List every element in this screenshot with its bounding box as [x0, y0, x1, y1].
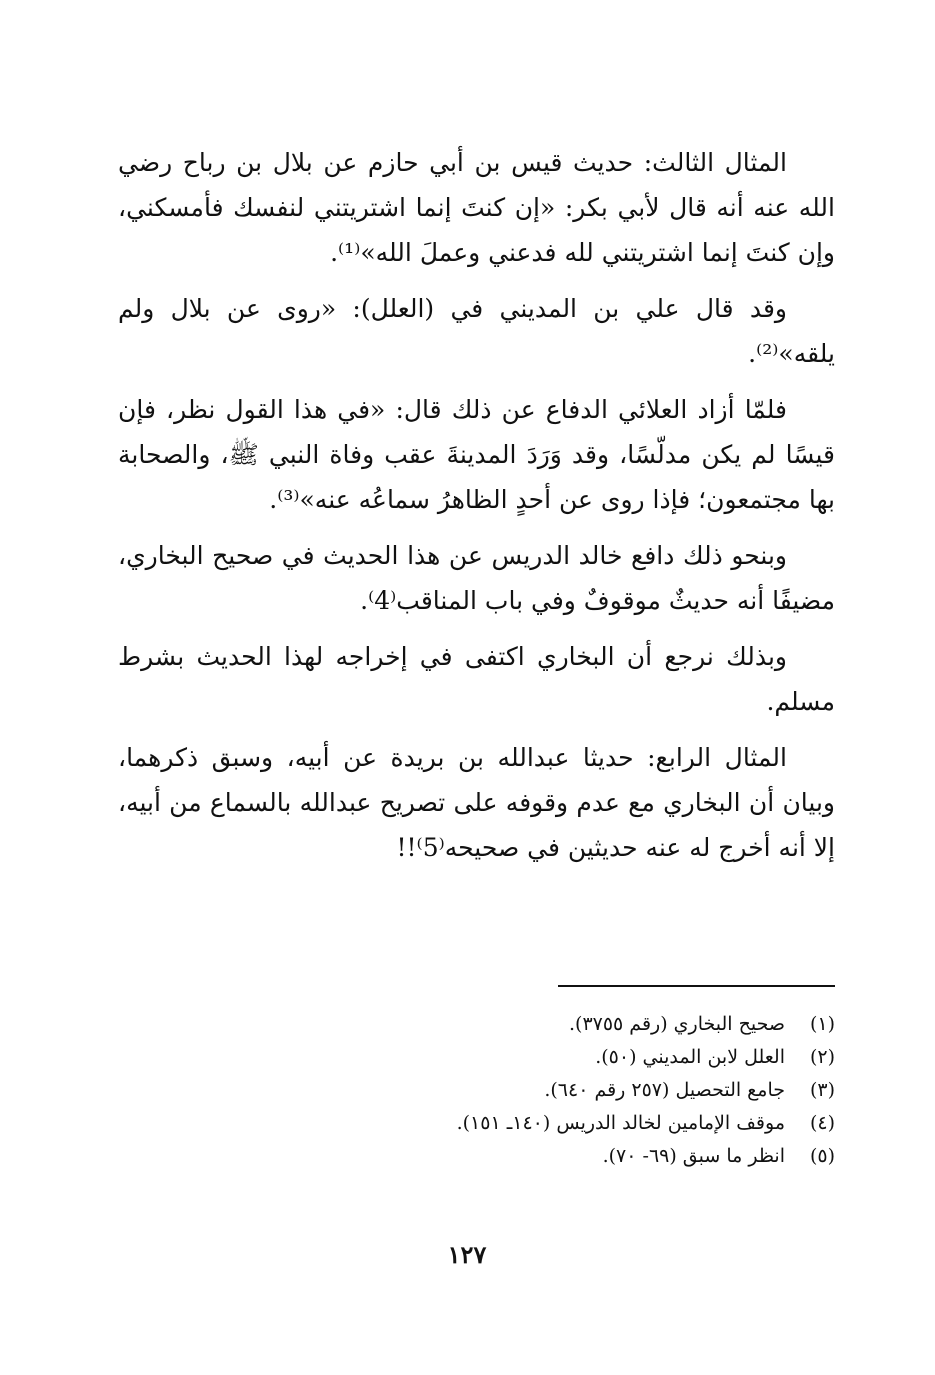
paragraph-ibn-al-madini: وقد قال علي بن المديني في (العلل): «روى عن بلال ولم يلقه»⁽²⁾.: [118, 294, 835, 368]
main-text: [118, 140, 835, 881]
footnote-number: (١): [809, 1013, 835, 1035]
paragraph-khalid-al-durays: وبنحو ذلك دافع خالد الدريس عن هذا الحديث في صحيح البخاري، مضيفًا أنه حديثٌ موقوفٌ وفي باب المناقب⁽4⁾.: [118, 541, 835, 615]
footnote-item: [380, 1008, 835, 1041]
footnote-text: جامع التحصيل (٢٥٧ رقم ٦٤٠).: [544, 1079, 785, 1101]
footnote-number: (٣): [809, 1079, 835, 1101]
footnote-number: (٥): [809, 1145, 835, 1167]
footnote-item: [380, 1140, 835, 1173]
footnote-item: [380, 1041, 835, 1074]
paragraph-example-three: المثال الثالث: حديث قيس بن أبي حازم عن بلال بن رباح رضي الله عنه أنه قال لأبي بكر: «إن كنتَ إنما اشتريتني لنفسك فأمسكني، وإن كنتَ إنما اشتريتني لله فدعني وعملَ الله»⁽¹⁾.: [118, 148, 835, 267]
paragraph-example-four: المثال الرابع: حديثا عبدالله بن بريدة عن أبيه، وسبق ذكرهما، وبيان أن البخاري مع عدم وقوفه على تصريح عبدالله بالسماع من أبيه، إلا أنه أخرج له عنه حديثين في صحيحه⁽5⁾!!: [118, 743, 835, 862]
footnote-text: صحيح البخاري (رقم ٣٧٥٥).: [568, 1013, 785, 1035]
paragraph-alai-defense: فلمّا أزاد العلائي الدفاع عن ذلك قال: «في هذا القول نظر، فإن قيسًا لم يكن مدلّسًا، وقد وَرَدَ المدينةَ عقب وفاة النبي ﷺ، والصحابة بها مجتمعون؛ فإذا روى عن أحدٍ الظاهرُ سماعُه عنه»⁽³⁾.: [118, 395, 835, 514]
footnote-text: العلل لابن المديني (٥٠).: [595, 1046, 785, 1068]
footnotes: [380, 1008, 835, 1173]
footnote-text: انظر ما سبق (٦٩- ٧٠).: [602, 1145, 785, 1167]
footnote-divider: [558, 985, 835, 987]
footnote-number: (٤): [809, 1112, 835, 1134]
footnote-number: (٢): [809, 1046, 835, 1068]
footnote-text: موقف الإمامين لخالد الدريس (١٤٠ـ ١٥١).: [456, 1112, 785, 1134]
footnote-item: [380, 1074, 835, 1107]
page-number: ١٢٧: [447, 1240, 487, 1269]
paragraph-conclusion: وبذلك نرجع أن البخاري اكتفى في إخراجه لهذا الحديث بشرط مسلم.: [118, 642, 835, 716]
footnote-item: [380, 1107, 835, 1140]
